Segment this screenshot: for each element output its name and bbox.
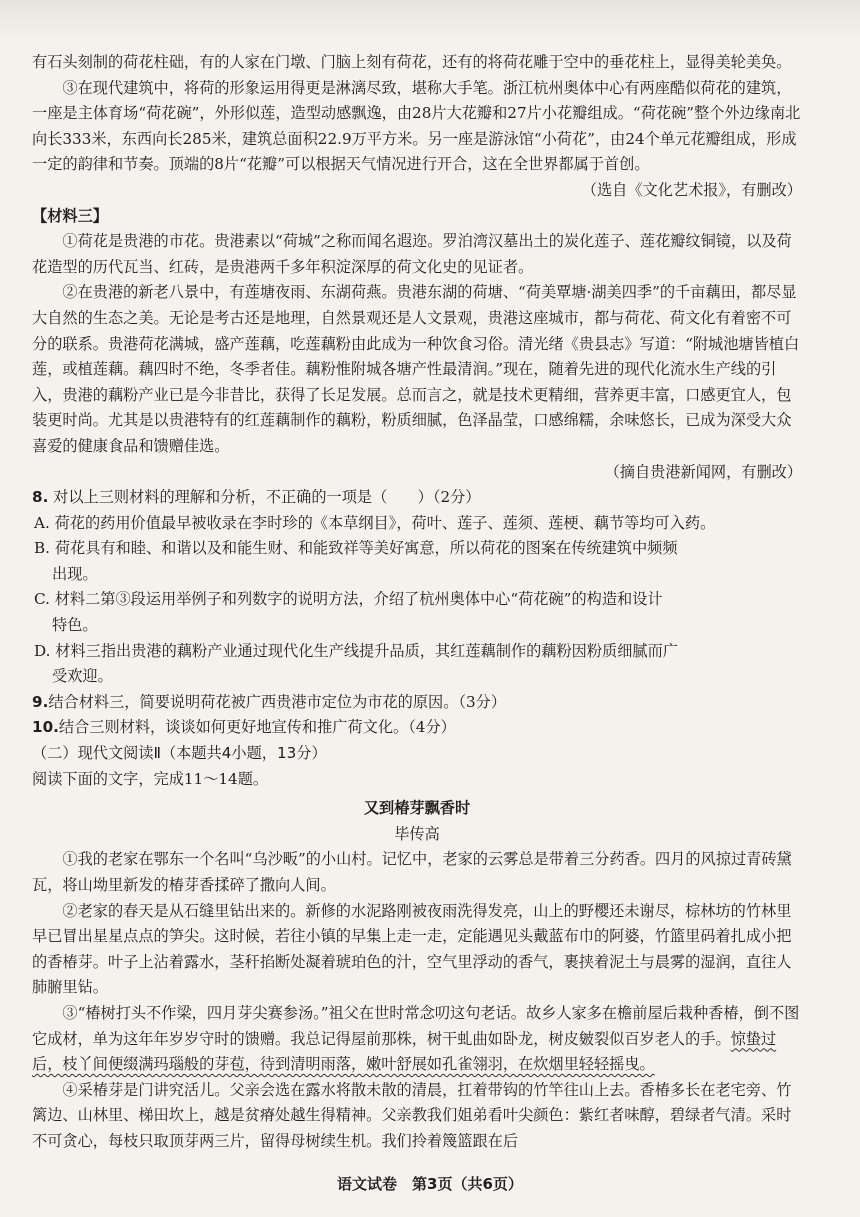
question-10	[32, 715, 802, 741]
question-text: 结合材料三，简要说明荷花被广西贵港市定位为市花的原因。（3分）	[48, 692, 507, 711]
option-a: A. 荷花的药用价值最早被收录在李时珍的《本草纲目》，荷叶、莲子、莲须、莲梗、藕节等均可入药。	[34, 513, 716, 532]
material3-heading: 【材料三】	[32, 206, 108, 225]
scan-top-edge	[0, 0, 860, 40]
story-para1: ①我的老家在鄂东一个名叫“乌沙畈”的小山村。记忆中，老家的云雾总是带着三分药香。四月的风掠过青砖黛瓦，将山坳里新发的椿芽香揉碎了撒向人间。	[32, 850, 792, 894]
question-number: 8.	[32, 488, 49, 507]
option-c: C. 材料二第③段运用举例子和列数字的说明方法，介绍了杭州奥体中心“荷花碗”的构造和设计	[34, 590, 663, 609]
wavy-underlined-sentence: 惊蛰过后，枝丫间便缀满玛瑙般的芽苞，待到清明雨落，嫩叶舒展如孔雀翎羽，在炊烟里轻轻摇曳。	[32, 1029, 777, 1074]
question-number: 9.	[32, 692, 49, 711]
material3-para2: ②在贵港的新老八景中，有莲塘夜雨、东湖荷燕。贵港东湖的荷塘、“荷美覃塘·湖美四季”的千亩藕田，都尽显大自然的生态之美。无论是考古还是地理，自然景观还是人文景观，贵港这座城市，都与荷花、荷文化有着密不可分的联系。贵港荷花满城，盛产莲藕，吃莲藕粉由此成为一种饮食习俗。清光绪《贵县志》写道：“附城池塘皆植白莲，或植莲藕。藕四时不绝，冬季者佳。藕粉惟附城各塘产性最清润。”现在，随着先进的现代化流水生产线的引入，贵港的藕粉产业已是今非昔比，获得了长足发展。总而言之，就是技术更精细，营养更丰富，口感更宜人，包装更时尚。尤其是以贵港特有的红莲藕制作的藕粉，粉质细腻，色泽晶莹，口感绵糯，余味悠长，已成为深受大众喜爱的健康食品和馈赠佳选。	[32, 283, 800, 455]
option-c-continued: 特色。	[52, 616, 98, 635]
story-author: 毕传高	[394, 824, 440, 843]
story-para3	[32, 1001, 802, 1078]
section-instruction: 阅读下面的文字，完成11～14题。	[32, 769, 269, 788]
material2-continued-text: 有石头刻制的荷花柱础，有的人家在门墩、门脑上刻有荷花，还有的将荷花雕于空中的垂花柱上，显得美轮美奂。	[32, 53, 792, 71]
material3-source: （摘自贵港新闻网，有删改）	[604, 462, 802, 481]
material3-para1: ①荷花是贵港的市花。贵港素以“荷城”之称而闻名遐迩。罗泊湾汉墓出土的炭化莲子、莲花瓣纹铜镜，以及荷花造型的历代瓦当、红砖，是贵港两千多年积淀深厚的荷文化史的见证者。	[32, 232, 792, 276]
page-footer: 语文试卷 第3页（共6页）	[337, 1175, 523, 1193]
option-d: D. 材料三指出贵港的藕粉产业通过现代化生产线提升品质，其红莲藕制作的藕粉因粉质细腻而广	[34, 641, 678, 660]
story-title: 又到椿芽飘香时	[363, 799, 471, 818]
material2-source: （选自《文化艺术报》，有删改）	[581, 180, 802, 199]
material2-para3: ③在现代建筑中，将荷的形象运用得更是淋漓尽致，堪称大手笔。浙江杭州奥体中心有两座酷似荷花的建筑，一座是主体育场“荷花碗”，外形似莲，造型动感飘逸，由28片大花瓣和27片小花瓣组成。“荷花碗”整个外边缘南北向长333米，东西向长285米，建筑总面积22.9万平方米。另一座是游泳馆“小荷花”，由24个单元花瓣组成，形成一定的韵律和节奏。顶端的8片“花瓣”可以根据天气情况进行开合，这在全世界都属于首创。	[32, 78, 801, 174]
question-number: 10.	[32, 718, 59, 737]
question-8	[32, 485, 802, 511]
story-para4: ④采椿芽是门讲究活儿。父亲会选在露水将散未散的清晨，扛着带钩的竹竿往山上去。香椿多长在老宅旁、竹篱边、山林里、梯田坎上，越是贫瘠处越生得精神。父亲教我们姐弟看叶尖颜色：紫红者味醇，碧绿者气清。采时不可贪心，每枝只取顶芽两三片，留得母树续生机。我们拎着篾篮跟在后	[32, 1080, 792, 1150]
story-para3-text: ③“椿树打头不作梁，四月芽尖赛参汤。”祖父在世时常念叨这句老话。故乡人家多在檐前屋后栽种香椿，倒不图它成材，单为这年年岁岁守时的馈赠。我总记得屋前那株，树干虬曲如卧龙，树皮皴裂似百岁老人的手。	[32, 1003, 800, 1048]
exam-page-content	[32, 50, 802, 1155]
option-d-continued: 受欢迎。	[52, 667, 113, 686]
question-text: 结合三则材料，谈谈如何更好地宣传和推广荷文化。（4分）	[58, 718, 456, 737]
question-stem: 对以上三则材料的理解和分析，不正确的一项是（ ）（2分）	[53, 488, 481, 507]
option-b: B. 荷花具有和睦、和谐以及和能生财、和能致祥等美好寓意，所以荷花的图案在传统建筑中频频	[34, 539, 678, 558]
option-b-continued: 出现。	[52, 564, 98, 583]
question-9	[32, 690, 802, 716]
story-para2: ②老家的春天是从石缝里钻出来的。新修的水泥路刚被夜雨洗得发亮，山上的野樱还未谢尽，棕林坊的竹林里早已冒出星星点点的笋尖。这时候，若往小镇的早集上走一走，定能遇见头戴蓝布巾的阿婆，竹篮里码着扎成小把的香椿芽。叶子上沾着露水，茎秆掐断处凝着琥珀色的汁，空气里浮动的香气，裹挟着泥土与晨雾的湿润，直往人肺腑里钻。	[32, 901, 792, 997]
section-title: （二）现代文阅读Ⅱ（本题共4小题，13分）	[32, 744, 327, 763]
